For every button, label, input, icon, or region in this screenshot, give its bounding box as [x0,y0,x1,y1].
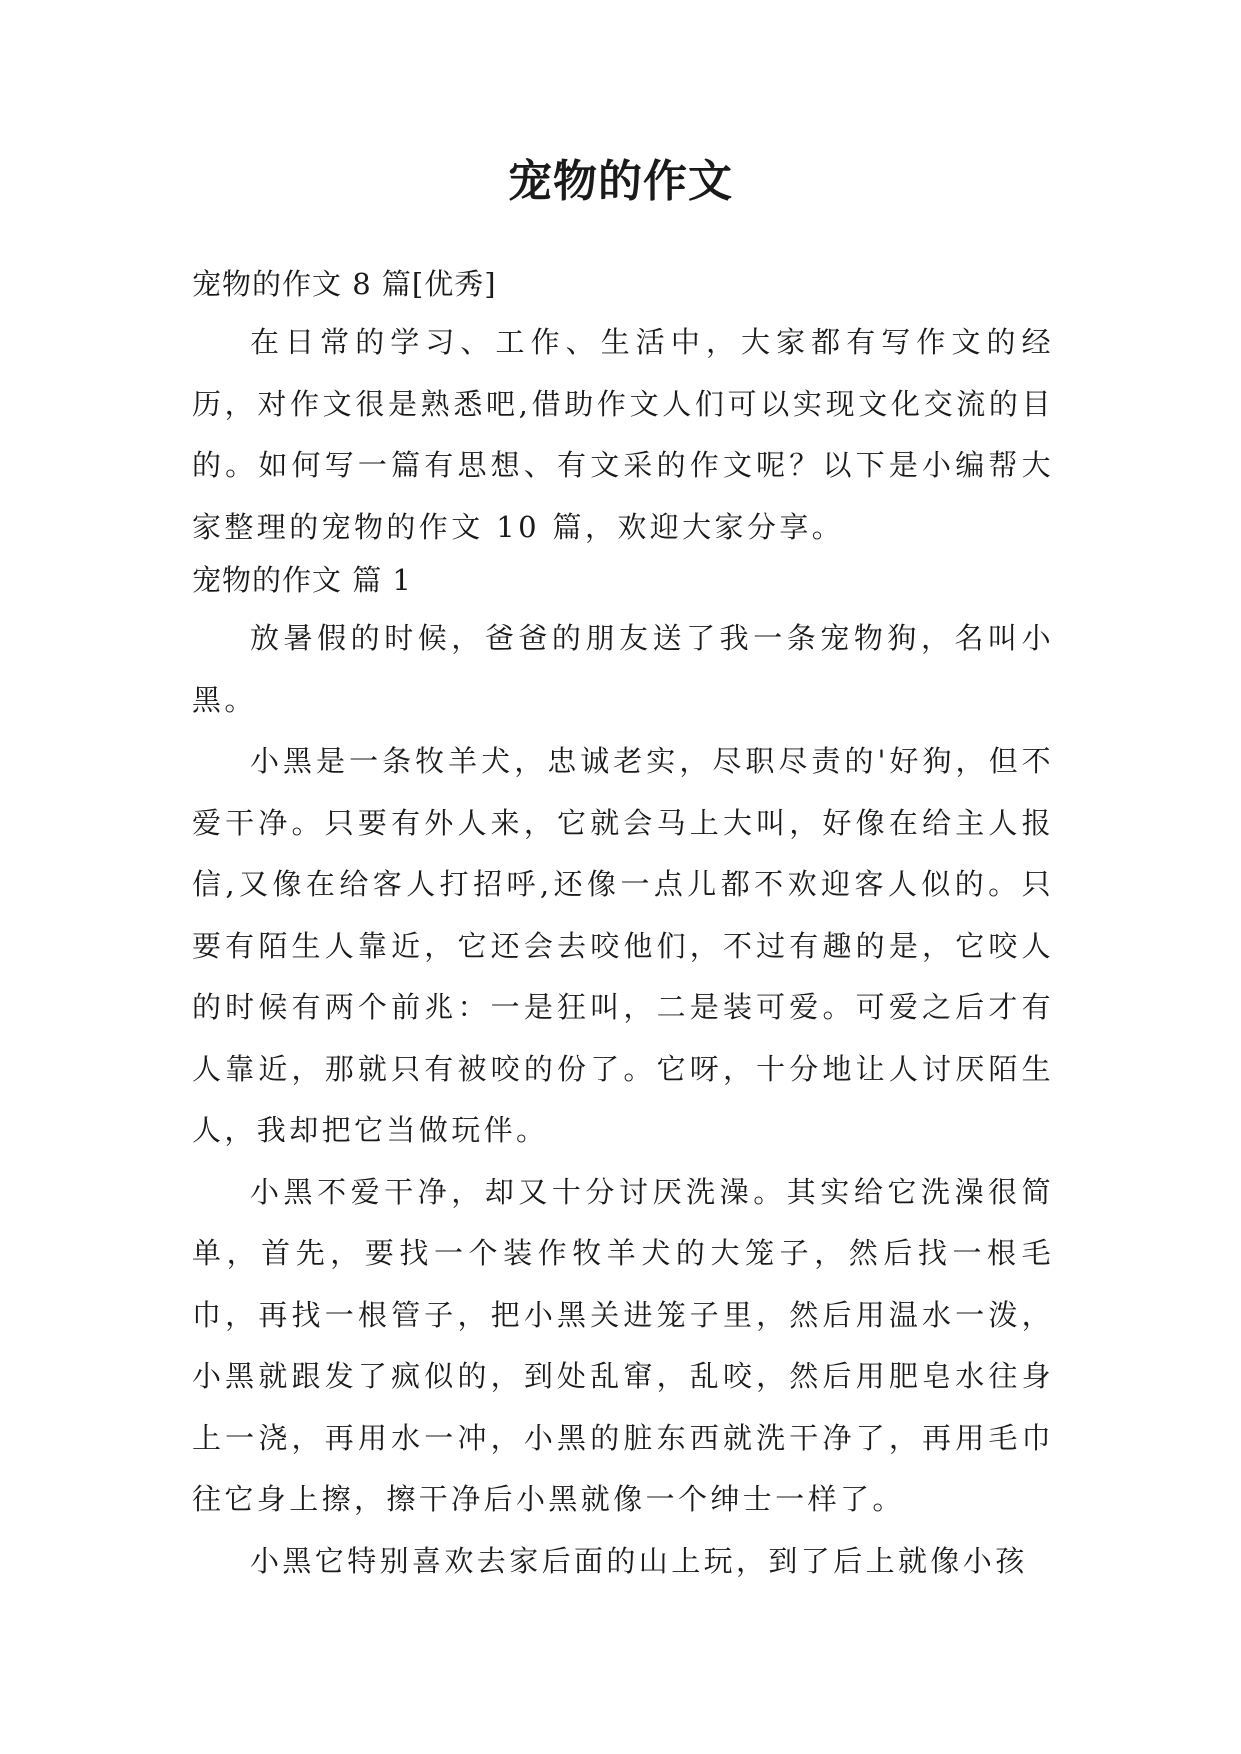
body-paragraph: 小黑不爱干净，却又十分讨厌洗澡。其实给它洗澡很简单，首先，要找一个装作牧羊犬的大笼子，然后找一根毛巾，再找一根管子，把小黑关进笼子里，然后用温水一泼，小黑就跟发了疯似的，到处乱窜，乱咬，然后用肥皂水往身上一浇，再用水一冲，小黑的脏东西就洗干净了，再用毛巾往它身上擦，擦干净后小黑就像一个绅士一样了。 [192,1174,1054,1516]
document-body [192,262,1054,1592]
body-paragraph: 小黑是一条牧羊犬，忠诚老实，尽职尽责的'好狗，但不爱干净。只要有外人来，它就会马上大叫，好像在给主人报信,又像在给客人打招呼,还像一点儿都不欢迎客人似的。只要有陌生人靠近，它还会去咬他们，不过有趣的是，它咬人的时候有两个前兆：一是狂叫，二是装可爱。可爱之后才有人靠近，那就只有被咬的份了。它呀，十分地让人讨厌陌生人，我却把它当做玩伴。 [192,744,1054,1147]
document-subtitle: 宠物的作文 8 篇[优秀] [192,267,497,301]
document-title: 宠物的作文 [508,156,733,207]
intro-paragraph: 在日常的学习、工作、生活中，大家都有写作文的经历，对作文很是熟悉吧,借助作文人们可以实现文化交流的目的。如何写一篇有思想、有文采的作文呢？以下是小编帮大家整理的宠物的作文 10 篇，欢迎大家分享。 [192,325,1054,544]
body-paragraph: 放暑假的时候，爸爸的朋友送了我一条宠物狗，名叫小黑。 [192,621,1054,717]
section-heading: 宠物的作文 篇 1 [192,563,412,597]
body-paragraph: 小黑它特别喜欢去家后面的山上玩，到了后上就像小孩 [250,1543,1028,1578]
